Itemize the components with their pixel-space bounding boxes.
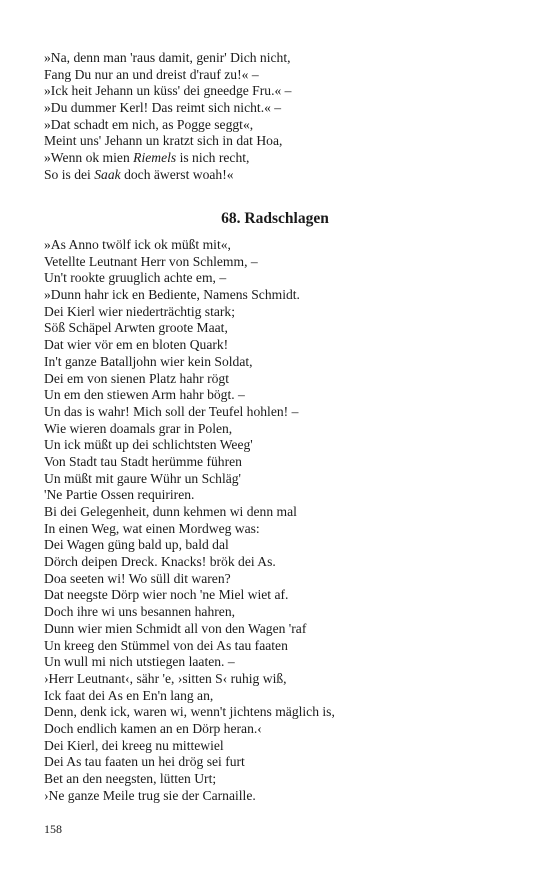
verse-line: In't ganze Batalljohn wier kein Soldat, bbox=[44, 353, 253, 369]
verse-line: So is dei Saak doch äwerst woah!« bbox=[44, 166, 234, 182]
verse-line: Dei As tau faaten un hei drög sei furt bbox=[44, 754, 245, 770]
verse-line: Dörch deipen Dreck. Knacks! brök dei As. bbox=[44, 554, 276, 570]
emphasized-word: Saak bbox=[94, 166, 121, 182]
verse-line: In einen Weg, wat einen Mordweg was: bbox=[44, 520, 260, 536]
verse-line: Un müßt mit gaure Wühr un Schläg' bbox=[44, 470, 242, 486]
verse-line: ›Herr Leutnant‹, sähr 'e, ›sitten S‹ ruhig wiß, bbox=[44, 670, 287, 686]
verse-line: »Du dummer Kerl! Das reimt sich nicht.« – bbox=[44, 100, 282, 116]
verse-line: »Dunn hahr ick en Bediente, Namens Schmidt. bbox=[44, 287, 300, 303]
section-heading: 68. Radschlagen bbox=[221, 210, 329, 227]
verse-line: Ick faat dei As en En'n lang an, bbox=[44, 687, 214, 703]
verse-line: Un kreeg den Stümmel von dei As tau faaten bbox=[44, 637, 288, 653]
poem-body bbox=[44, 237, 335, 804]
verse-line: Wie wieren doamals grar in Polen, bbox=[44, 420, 233, 436]
verse-line: Un't rookte gruuglich achte em, – bbox=[44, 270, 227, 286]
verse-line: 'Ne Partie Ossen requiriren. bbox=[44, 487, 195, 503]
verse-line: Un wull mi nich utstiegen laaten. – bbox=[44, 654, 235, 670]
verse-line: Dei Wagen güng bald up, bald dal bbox=[44, 537, 229, 553]
verse-line: Söß Schäpel Arwten groote Maat, bbox=[44, 320, 228, 336]
verse-line: Meint uns' Jehann un kratzt sich in dat Hoa, bbox=[44, 133, 283, 149]
verse-line: Bi dei Gelegenheit, dunn kehmen wi denn mal bbox=[44, 504, 297, 519]
verse-line: Doch ihre wi uns besannen hahren, bbox=[44, 604, 236, 620]
verse-line: Dat wier vör em en bloten Quark! bbox=[44, 337, 229, 353]
verse-line: Dunn wier mien Schmidt all von den Wagen 'raf bbox=[44, 620, 307, 636]
verse-line: Un das is wahr! Mich soll der Teufel hohlen! – bbox=[44, 403, 299, 419]
verse-line: ›Ne ganze Meile trug sie der Carnaille. bbox=[44, 787, 256, 803]
verse-line: Fang Du nur an und dreist d'rauf zu!« – bbox=[44, 66, 259, 82]
verse-line: Doch endlich kamen an en Dörp heran.‹ bbox=[44, 720, 262, 736]
page-number: 158 bbox=[44, 822, 62, 836]
verse-line: Dei Kierl wier niederträchtig stark; bbox=[44, 303, 235, 319]
emphasized-word: Riemels bbox=[133, 150, 177, 166]
verse-line: Bet an den neegsten, lütten Urt; bbox=[44, 771, 217, 786]
verse-line: »Dat schadt em nich, as Pogge seggt«, bbox=[44, 116, 254, 132]
verse-line: Dei em von sienen Platz hahr rögt bbox=[44, 370, 229, 386]
verse-line: Dei Kierl, dei kreeg nu mittewiel bbox=[44, 737, 224, 753]
verse-line: Von Stadt tau Stadt herümme führen bbox=[44, 453, 242, 469]
verse-line: Vetellte Leutnant Herr von Schlemm, – bbox=[44, 253, 258, 269]
verse-line: Denn, denk ick, waren wi, wenn't jichtens mäglich is, bbox=[44, 704, 335, 720]
verse-line: Un em den stiewen Arm hahr bögt. – bbox=[44, 387, 245, 403]
verse-line: Doa seeten wi! Wo süll dit waren? bbox=[44, 570, 231, 586]
verse-line: »Na, denn man 'raus damit, genir' Dich nicht, bbox=[44, 50, 291, 65]
verse-line: »As Anno twölf ick ok müßt mit«, bbox=[44, 237, 231, 252]
verse-line: Un ick müßt up dei schlichtsten Weeg' bbox=[44, 437, 253, 453]
verse-line: »Wenn ok mien Riemels is nich recht, bbox=[44, 150, 250, 166]
poem-continuation bbox=[44, 50, 291, 184]
verse-line: »Ick heit Jehann un küss' dei gneedge Fru.« – bbox=[44, 83, 292, 99]
verse-line: Dat neegste Dörp wier noch 'ne Miel wiet af. bbox=[44, 587, 289, 603]
